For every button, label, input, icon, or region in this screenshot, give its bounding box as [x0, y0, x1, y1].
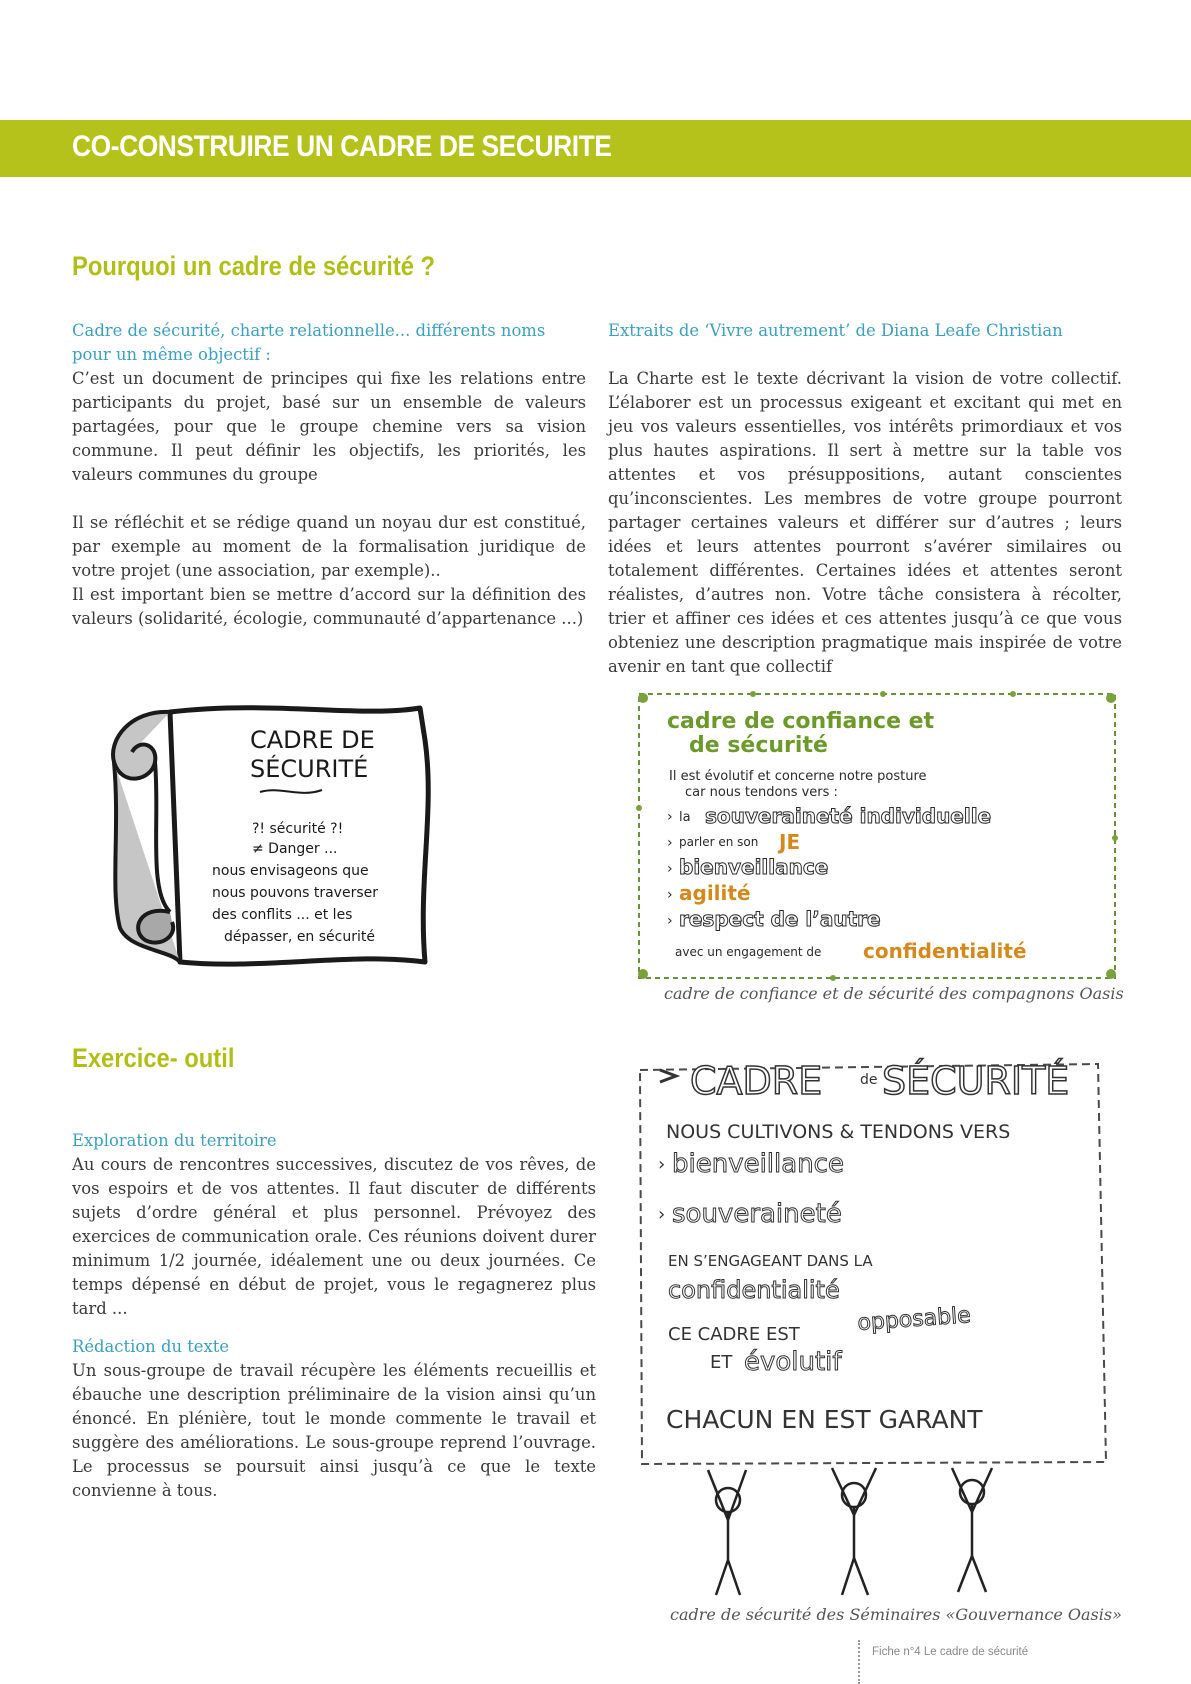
svg-text:›: › [667, 861, 673, 877]
right-subtitle: Extraits de ‘Vivre autrement’ de Diana Leafe Christian [608, 321, 1063, 340]
stick-figures [708, 1468, 992, 1595]
svg-text:›: › [667, 835, 673, 851]
exploration-paragraph: Au cours de rencontres successives, discutez de vos rêves, de vos espoirs et de vos attentes. Il faut discuter de différents sujets d’ordre général et plus personnel. Prévoyez des exercices de communication orale. Ces réunions doivent durer minimum 1/2 journée, idéalement une ou deux journées. Ce temps dépensé en début de projet, vous le regagnerez plus tard ... [72, 1155, 596, 1318]
confiance-item-1a: la [679, 810, 691, 825]
scroll-line-5: des conflits ... et les [212, 907, 353, 923]
title-banner [0, 120, 1191, 177]
scroll-line-4: nous pouvons traverser [212, 885, 378, 901]
confiance-item-6b: confidentialité [863, 939, 1027, 963]
seminaire-title-de: de [860, 1072, 878, 1088]
left-paragraph-3: Il est important bien se mettre d’accord sur la définition des valeurs (solidarité, écologie, communauté d’appartenance ...) [72, 585, 586, 628]
left-subtitle: Cadre de sécurité, charte relationnelle... différents noms pour un même objectif : [72, 321, 546, 364]
section-title-pourquoi: Pourquoi un cadre de sécurité ? [72, 251, 436, 281]
redaction-paragraph: Un sous-groupe de travail récupère les éléments recueillis et ébauche une description préliminaire de la vision ainsi qu’un énoncé. En plénière, tout le monde commente le travail et suggère des améliorations. Le sous-groupe reprend l’ouvrage. Le processus se poursuit ainsi jusqu’à ce que le texte convienne à tous. [72, 1361, 596, 1500]
scroll-title-line1: CADRE DE [250, 726, 375, 754]
seminaire-line-4: EN S’ENGAGEANT DANS LA [668, 1252, 873, 1270]
seminaire-line-1: NOUS CULTIVONS & TENDONS VERS [666, 1121, 1011, 1143]
seminaire-line-5: confidentialité [668, 1276, 840, 1304]
redaction-subtitle: Rédaction du texte [72, 1337, 230, 1356]
scroll-line-3: nous envisageons que [212, 863, 369, 879]
confiance-item-3: bienveillance [679, 855, 829, 879]
confiance-illustration [633, 688, 1121, 984]
exploration-subtitle: Exploration du territoire [72, 1131, 277, 1150]
seminaire-title-securite: SÉCURITÉ [882, 1059, 1070, 1103]
right-paragraph-1: La Charte est le texte décrivant la vision de votre collectif. L’élaborer est un processus exigeant et excitant qui met en jeu vos valeurs essentielles, vos intérêts primordiaux et vos plus hautes aspirations. Il sert à mettre sur la table vos attentes et vos présuppositions, autant conscientes qu’inconscientes. Les membres de votre groupe pourront partager certaines valeurs et différer sur d’autres ; leurs idées et leurs attentes pourront s’avérer similaires ou totalement différentes. Certaines idées et attentes seront réalistes, d’autres non. Votre tâche consistera à récolter, trier et affiner ces idées et ces attentes jusqu’à ce que vous obteniez une description pragmatique mais inspirée de votre avenir en tant que collectif [608, 369, 1122, 676]
left-paragraph-1: C’est un document de principes qui fixe les relations entre participants du projet, basé sur un ensemble de valeurs partagées, pour que le groupe chemine vers sa vision commune. Il peut définir les objectifs, les priorités, les valeurs communes du groupe [72, 369, 586, 484]
footer-label: Fiche n°4 Le cadre de sécurité [872, 1646, 1029, 1658]
scroll-line-2: ≠ Danger ... [252, 841, 338, 857]
right-text-column [608, 319, 1122, 679]
svg-text:›: › [667, 887, 673, 903]
left-text-column [72, 319, 586, 631]
svg-text:›: › [667, 809, 673, 825]
seminaire-caption: cadre de sécurité des Séminaires «Gouvernance Oasis» [670, 1605, 1122, 1624]
confiance-item-4: agilité [679, 881, 751, 905]
seminaire-line-6a: CE CADRE EST [668, 1324, 800, 1345]
svg-text:›: › [658, 1154, 666, 1175]
confiance-title-line2: de sécurité [689, 733, 828, 758]
seminaire-line-8: CHACUN EN EST GARANT [666, 1405, 983, 1434]
confiance-item-1b: souveraineté individuelle [705, 804, 992, 828]
page-title: CO-CONSTRUIRE UN CADRE DE SECURITE [72, 130, 612, 163]
confiance-intro-1: Il est évolutif et concerne notre posture [669, 769, 927, 784]
exercice-text-column [72, 1129, 596, 1503]
left-paragraph-2: Il se réfléchit et se rédige quand un noyau dur est constitué, par exemple au moment de la formalisation juridique de votre projet (une association, par exemple).. [72, 513, 586, 580]
seminaire-line-7a: ET [710, 1352, 733, 1373]
seminaire-line-7b: évolutif [744, 1347, 842, 1377]
confiance-title-line1: cadre de confiance et [667, 709, 935, 734]
scroll-title-line2: SÉCURITÉ [250, 755, 369, 783]
svg-text:›: › [667, 913, 673, 929]
scroll-line-1: ?! sécurité ?! [252, 821, 344, 837]
seminaire-line-3: souveraineté [672, 1199, 842, 1229]
section-title-exercice: Exercice- outil [72, 1043, 235, 1073]
confiance-item-2a: parler en son [679, 835, 759, 849]
confiance-item-6a: avec un engagement de [675, 945, 822, 959]
confiance-item-5: respect de l’autre [679, 907, 881, 931]
seminaire-illustration [636, 1040, 1116, 1600]
seminaire-title-cadre: CADRE [690, 1059, 823, 1103]
seminaire-line-2: bienveillance [672, 1149, 844, 1179]
scroll-illustration [100, 700, 445, 980]
confiance-intro-2: car nous tendons vers : [685, 785, 838, 800]
footer-divider [858, 1640, 862, 1684]
scroll-line-6: dépasser, en sécurité [224, 929, 375, 945]
confiance-item-2b: JE [779, 830, 801, 854]
seminaire-line-6b: opposable [856, 1303, 972, 1336]
confiance-caption: cadre de confiance et de sécurité des compagnons Oasis [664, 984, 1124, 1003]
svg-text:›: › [658, 1204, 666, 1225]
